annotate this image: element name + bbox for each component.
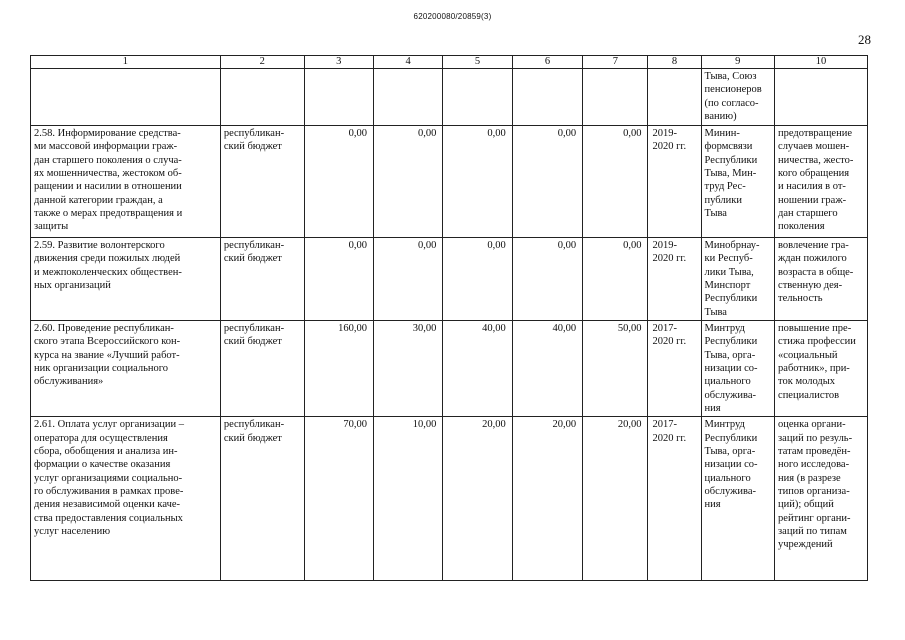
column-header: 3	[304, 56, 373, 69]
continuation-row	[31, 69, 868, 126]
funding-source-cell: республикан- ский бюджет	[223, 419, 285, 444]
amount-year4-cell: 50,00	[583, 320, 648, 416]
amount-year2-cell: 40,00	[443, 320, 512, 416]
amount-total-cell: 0,00	[304, 238, 373, 321]
amount-year4-cell: 20,00	[583, 417, 648, 581]
table-row	[31, 238, 868, 321]
funding-source-cell: республикан- ский бюджет	[223, 322, 285, 348]
amount-year1-cell: 30,00	[373, 320, 442, 416]
column-header: 8	[648, 56, 701, 69]
funding-source-cell: республикан- ский бюджет	[223, 240, 285, 265]
amount-year3-cell: 0,00	[512, 238, 582, 321]
amount-total-cell: 70,00	[304, 417, 373, 581]
amount-total-cell: 160,00	[304, 320, 373, 416]
amount-year4-cell: 0,00	[583, 238, 648, 321]
amount-year3-cell: 40,00	[512, 320, 582, 416]
amount-total-cell: 0,00	[304, 126, 373, 238]
table-row	[31, 417, 868, 581]
column-header: 7	[583, 56, 648, 69]
column-number-header-row	[31, 56, 868, 69]
expected-result-cell: оценка органи- заций по резуль- татам проведён- ного исследова- ния (в разрезе типов организа- ций); общий рейтинг органи- заций по типам учреждений	[778, 419, 853, 551]
amount-year1-cell: 10,00	[373, 417, 442, 581]
column-header: 6	[512, 56, 582, 69]
amount-year1-cell: 0,00	[373, 238, 442, 321]
amount-year2-cell: 0,00	[443, 126, 512, 238]
period-cell: 2017- 2020 гг.	[652, 322, 687, 348]
amount-year3-cell: 0,00	[512, 126, 582, 238]
activity-cell: 2.60. Проведение республикан- ского этапа Всероссийского кон- курса на звание «Лучший работ- ник организации социального обслуживания»	[34, 322, 181, 388]
column-header: 4	[373, 56, 442, 69]
amount-year1-cell: 0,00	[373, 126, 442, 238]
executor-cell: Минтруд Республики Тыва, орга- низации со- циального обслужива- ния	[704, 419, 758, 511]
activity-cell: 2.61. Оплата услуг организации – оператора для осуществления сбора, обобщения и анализа ин- формации о качестве оказания услуг организациями социально- го обслуживания в рамках прове- дения независимой оценки каче- ства предоставления социальных услуг населению	[34, 419, 185, 537]
amount-year2-cell: 20,00	[443, 417, 512, 581]
amount-year3-cell: 20,00	[512, 417, 582, 581]
amount-year4-cell: 0,00	[583, 126, 648, 238]
column-header: 10	[775, 56, 868, 69]
column-header: 9	[701, 56, 774, 69]
executor-cell: Минин- формсвязи Республики Тыва, Мин- труд Рес- публики Тыва	[704, 128, 758, 219]
column-header: 5	[443, 56, 512, 69]
period-cell: 2017- 2020 гг.	[652, 419, 687, 444]
activity-cell: 2.58. Информирование средства- ми массовой информации граж- дан старшего поколения о случа- ях мошенничества, жестоком об- ращении и насилии в отношении данной категории граждан, а также о мерах предотвращения и защиты	[34, 128, 183, 233]
funding-source-cell: республикан- ский бюджет	[223, 128, 285, 153]
activities-table	[30, 55, 868, 581]
document-registration-number: 620200080/20859(3)	[413, 12, 492, 21]
table-row	[31, 126, 868, 238]
expected-result-cell: предотвращение случаев мошен- ничества, жесто- кого обращения и насилия в от- ношении граж- дан старшего поколения	[778, 128, 854, 233]
activity-cell: 2.59. Развитие волонтерского движения среди пожилых людей и межпоколенческих обществен- ных организаций	[34, 240, 182, 291]
period-cell: 2019- 2020 гг.	[652, 128, 687, 153]
column-header: 1	[31, 56, 221, 69]
page-number: 28	[858, 32, 871, 47]
period-cell: 2019- 2020 гг.	[652, 240, 687, 265]
executor-cell: Тыва, Союз пенсионеров (по согласо- ванию)	[704, 71, 762, 122]
executor-cell: Минтруд Республики Тыва, орга- низации со- циального обслужива- ния	[704, 322, 758, 414]
column-header: 2	[220, 56, 304, 69]
amount-year2-cell: 0,00	[443, 238, 512, 321]
expected-result-cell: повышение пре- стижа профессии «социальный работник», при- ток молодых специалистов	[778, 322, 856, 401]
executor-cell: Минобрнау- ки Респуб- лики Тыва, Минспорт Республики Тыва	[704, 240, 760, 318]
expected-result-cell: вовлечение гра- ждан пожилого возраста в обще- ственную дея- тельность	[778, 240, 854, 305]
table-row	[31, 320, 868, 416]
